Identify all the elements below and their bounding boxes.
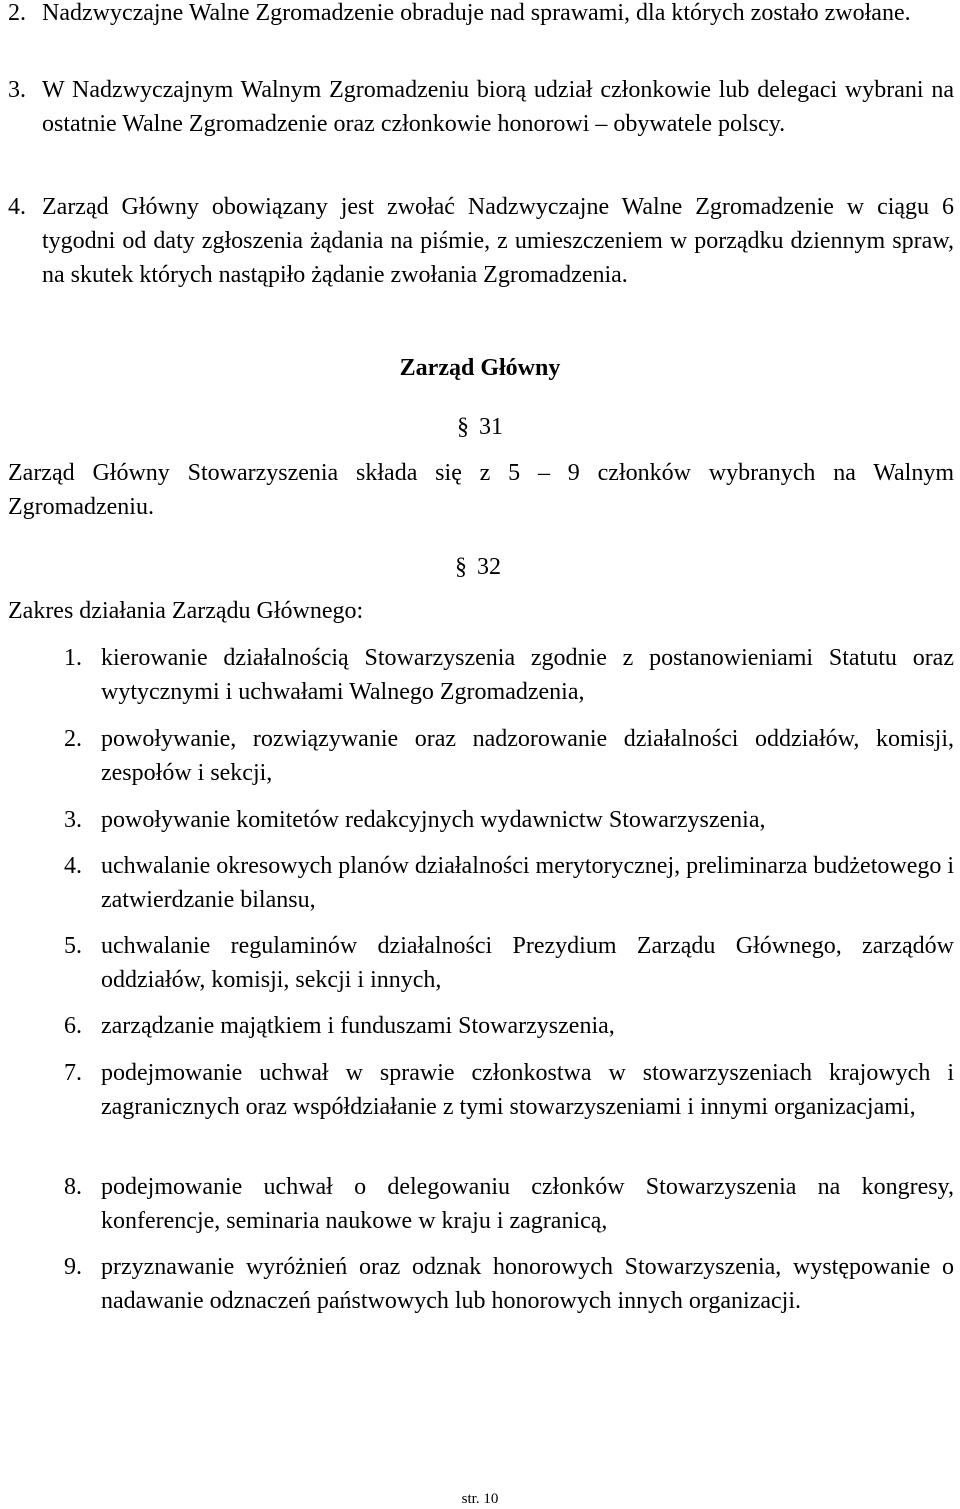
list-item (64, 1250, 954, 1318)
item-number: 4. (64, 853, 82, 879)
item-text: zarządzanie majątkiem i funduszami Stowarzyszenia, (101, 1013, 615, 1039)
list-intro: Zakres działania Zarządu Głównego: (8, 598, 364, 624)
list-item (8, 190, 954, 292)
section-symbol: § (455, 554, 467, 580)
item-number: 1. (64, 645, 82, 671)
section-mark-32 (455, 550, 655, 584)
list-item (64, 929, 954, 997)
section-number: 31 (479, 414, 503, 440)
item-text: uchwalanie okresowych planów działalności merytorycznej, preliminarza budżetowego i zatwierdzanie bilansu, (101, 853, 955, 913)
list-item (64, 1056, 954, 1124)
section-symbol: § (457, 414, 469, 440)
item-number: 2. (64, 726, 82, 752)
item-text: uchwalanie regulaminów działalności Prezydium Zarządu Głównego, zarządów oddziałów, komisji, sekcji i innych, (101, 933, 954, 993)
paragraph-31: Zarząd Główny Stowarzyszenia składa się z 5 – 9 członków wybranych na Walnym Zgromadzeniu. (8, 460, 954, 520)
item-number: 8. (64, 1174, 82, 1200)
section-heading: Zarząd Główny (399, 355, 561, 381)
section-number: 32 (477, 554, 501, 580)
list-item (8, 0, 954, 30)
item-text: powoływanie, rozwiązywanie oraz nadzorowanie działalności oddziałów, komisji, zespołów i sekcji, (101, 726, 954, 786)
list-item (64, 1009, 954, 1043)
item-text: powoływanie komitetów redakcyjnych wydawnictw Stowarzyszenia, (101, 807, 766, 833)
item-text: Nadzwyczajne Walne Zgromadzenie obraduje nad sprawami, dla których zostało zwołane. (42, 0, 911, 26)
section-mark-31 (0, 410, 960, 444)
list-item (8, 73, 954, 141)
list-item (64, 722, 954, 790)
item-number: 5. (64, 933, 82, 959)
list-item (64, 849, 954, 917)
item-number: 3. (8, 77, 26, 103)
item-text: podejmowanie uchwał w sprawie członkostwa w stowarzyszeniach krajowych i zagranicznych oraz współdziałanie z tymi stowarzyszeniami i innymi organizacjami, (101, 1060, 954, 1120)
item-text: podejmowanie uchwał o delegowaniu członków Stowarzyszenia na kongresy, konferencje, seminaria naukowe w kraju i zagranicą, (101, 1174, 954, 1234)
item-text: Zarząd Główny obowiązany jest zwołać Nadzwyczajne Walne Zgromadzenie w ciągu 6 tygodni od daty zgłoszenia żądania na piśmie, z umieszczeniem w porządku dziennym spraw, na skutek których nastąpiło żądanie zwołania Zgromadzenia. (42, 194, 954, 288)
item-number: 3. (64, 807, 82, 833)
list-item (64, 641, 954, 709)
item-number: 4. (8, 194, 26, 220)
item-number: 6. (64, 1013, 82, 1039)
list-item (64, 803, 954, 837)
item-text: kierowanie działalnością Stowarzyszenia zgodnie z postanowieniami Statutu oraz wytycznymi i uchwałami Walnego Zgromadzenia, (101, 645, 954, 705)
item-number: 2. (8, 0, 26, 26)
item-number: 9. (64, 1254, 82, 1280)
page-number: str. 10 (461, 1491, 499, 1507)
item-number: 7. (64, 1060, 82, 1086)
item-text: W Nadzwyczajnym Walnym Zgromadzeniu biorą udział członkowie lub delegaci wybrani na ostatnie Walne Zgromadzenie oraz członkowie honorowi – obywatele polscy. (42, 77, 954, 137)
list-item (64, 1170, 954, 1238)
item-text: przyznawanie wyróżnień oraz odznak honorowych Stowarzyszenia, występowanie o nadawanie odznaczeń państwowych lub honorowych innych organizacji. (101, 1254, 954, 1314)
